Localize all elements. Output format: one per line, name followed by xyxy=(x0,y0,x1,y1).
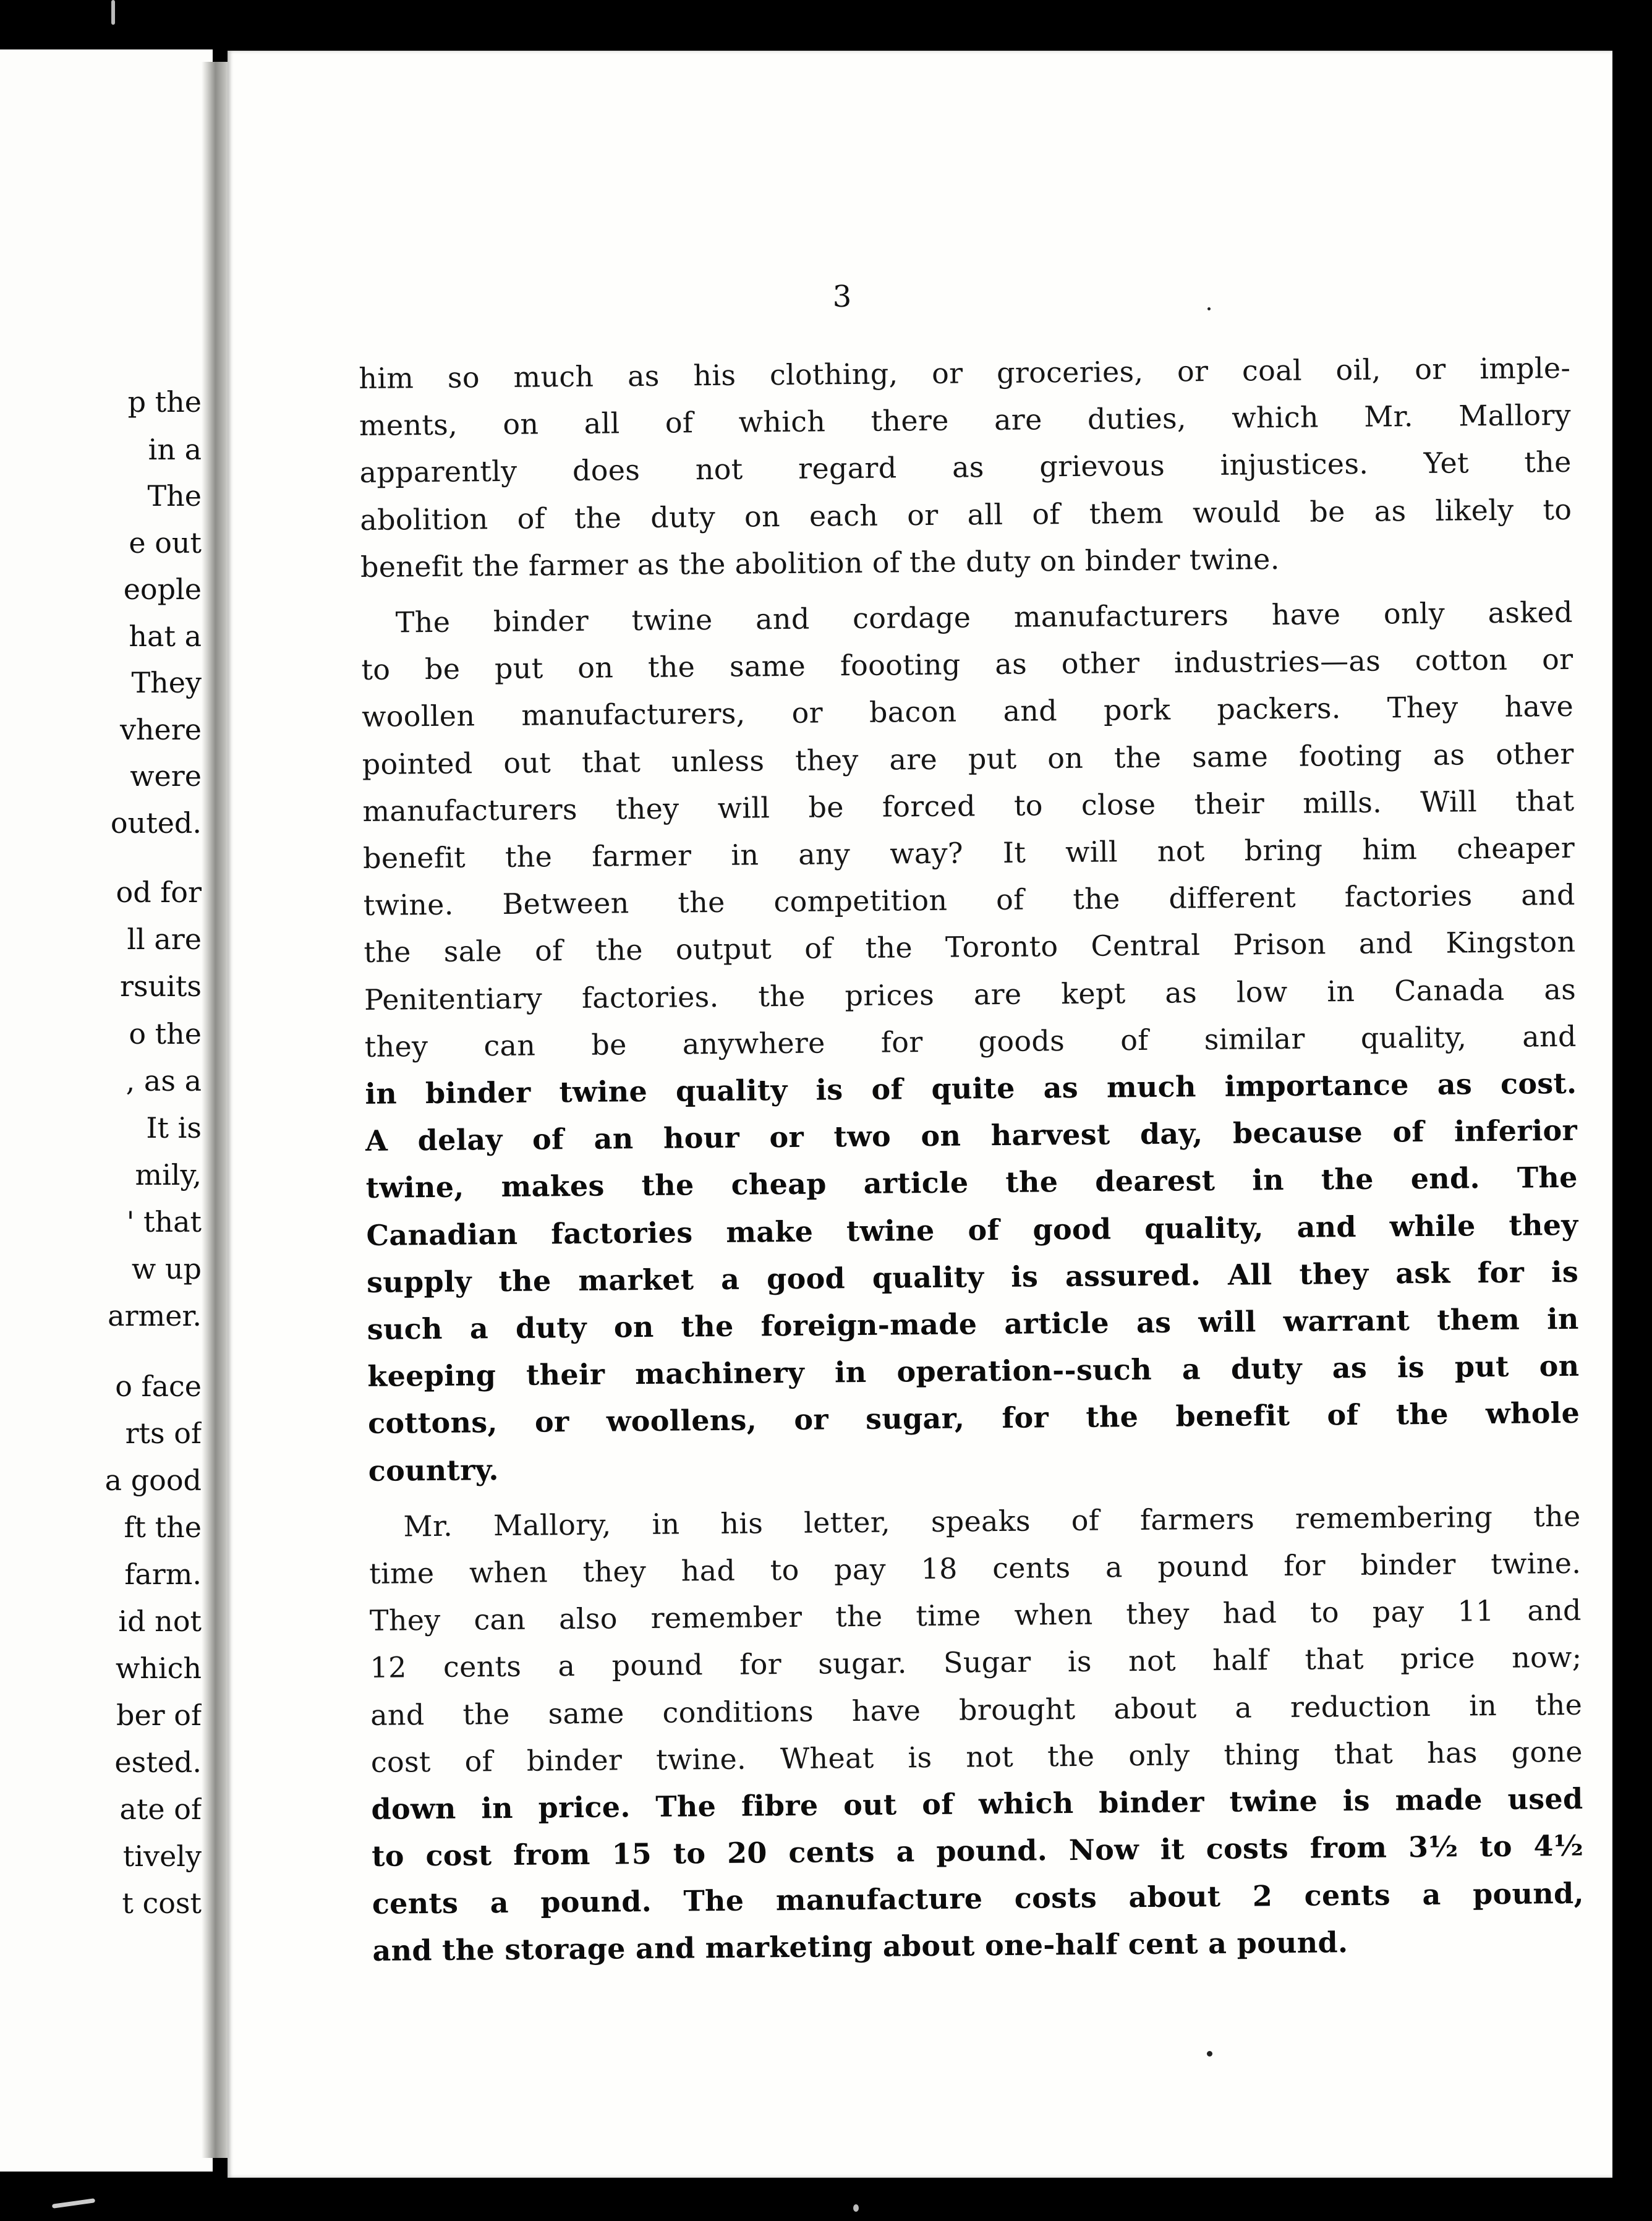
text-line: country. xyxy=(368,1452,499,1488)
text-line: benefit the farmer in any way? It will not bring him cheaper xyxy=(362,830,1575,875)
text-line: The binder twine and cordage manufacturers have only asked xyxy=(395,595,1573,639)
left-page-line: eople xyxy=(123,573,202,606)
text-line: to be put on the same foooting as other industries—as cotton or xyxy=(361,642,1573,687)
left-page-line: e out xyxy=(129,526,202,560)
text-line: and the storage and marketing about one-half cent a pound. xyxy=(372,1925,1348,1967)
right-page xyxy=(228,51,1612,2178)
scan-speck xyxy=(1207,2051,1212,2057)
left-page-line: ate of xyxy=(119,1793,202,1826)
text-line: the sale of the output of the Toronto Central Prison and Kingston xyxy=(364,925,1576,970)
left-page-line: rts of xyxy=(125,1417,202,1450)
left-page-line: They xyxy=(131,666,202,699)
text-line: in binder twine quality is of quite as much importance as cost. xyxy=(365,1066,1577,1111)
text-line: keeping their machinery in operation--such a duty as is put on xyxy=(367,1349,1580,1394)
text-line: and the same conditions have brought about a reduction in the xyxy=(370,1687,1583,1732)
left-page-line: mily, xyxy=(135,1158,202,1191)
left-page-line: t cost xyxy=(122,1886,202,1920)
left-page-line: which xyxy=(115,1652,202,1685)
text-line: Canadian factories make twine of good quality, and while they xyxy=(366,1208,1578,1252)
left-page-line: were xyxy=(130,759,202,793)
paragraph-2 xyxy=(360,589,1580,1494)
left-page-line: hat a xyxy=(129,620,202,653)
text-line: benefit the farmer as the abolition of the duty on binder twine. xyxy=(360,542,1280,584)
text-line: Mr. Mallory, in his letter, speaks of farmers remembering the xyxy=(403,1499,1581,1543)
left-page-line: o face xyxy=(115,1370,202,1403)
text-line: pointed out that unless they are put on the same footing as other xyxy=(362,736,1574,781)
scan-artifact xyxy=(111,0,115,25)
left-page-line: , as a xyxy=(126,1064,202,1098)
left-page-line: id not xyxy=(118,1605,202,1638)
text-line: him so much as his clothing, or groceries, or coal oil, or imple- xyxy=(359,351,1571,395)
text-line: 12 cents a pound for sugar. Sugar is not half that price now; xyxy=(370,1640,1582,1685)
left-page-line: in a xyxy=(148,433,202,466)
left-page-line: outed. xyxy=(110,806,202,840)
left-page-line: tively xyxy=(122,1839,202,1873)
text-line: Penitentiary factories. the prices are kept as low in Canada as xyxy=(364,972,1577,1017)
text-line: supply the market a good quality is assured. All they ask for is xyxy=(366,1255,1579,1299)
left-page-line: It is xyxy=(146,1111,202,1145)
text-line: abolition of the duty on each or all of them would be as likely to xyxy=(360,492,1572,537)
left-page-line: ll are xyxy=(127,923,202,956)
scan-speck xyxy=(1207,307,1211,310)
left-page-line: ' that xyxy=(126,1205,202,1238)
left-page-line: p the xyxy=(127,385,202,419)
text-line: they can be anywhere for goods of similar quality, and xyxy=(364,1019,1577,1064)
left-page-line: The xyxy=(147,479,202,513)
left-page-line: rsuits xyxy=(119,970,202,1003)
text-line: manufacturers they will be forced to close their mills. Will that xyxy=(362,783,1575,828)
text-line: cents a pound. The manufacture costs about 2 cents a pound, xyxy=(372,1876,1585,1920)
text-line: twine. Between the competition of the different factories and xyxy=(363,878,1575,923)
text-line: cottons, or woollens, or sugar, for the benefit of the whole xyxy=(367,1396,1580,1441)
left-page-line: vhere xyxy=(119,713,202,746)
scan-artifact xyxy=(853,2204,859,2212)
left-page-line: farm. xyxy=(124,1558,202,1591)
page-body-text xyxy=(359,344,1585,1983)
left-page-line: armer. xyxy=(108,1299,202,1332)
left-page-line: ber of xyxy=(116,1699,202,1732)
scan-artifact xyxy=(52,2198,95,2209)
text-line: time when they had to pay 18 cents a pound for binder twine. xyxy=(368,1546,1582,1591)
text-line: A delay of an hour or two on harvest day, because of inferior xyxy=(365,1114,1578,1158)
text-line: cost of binder twine. Wheat is not the only thing that has gone xyxy=(370,1734,1583,1779)
text-line: woollen manufacturers, or bacon and pork packers. They have xyxy=(361,689,1574,734)
paragraph-1 xyxy=(359,344,1572,590)
text-line: down in price. The fibre out of which binder twine is made used xyxy=(371,1781,1583,1827)
text-line: apparently does not regard as grievous injustices. Yet the xyxy=(359,445,1572,490)
left-page-line: od for xyxy=(116,876,202,909)
text-line: to cost from 15 to 20 cents a pound. Now it costs from 3½ to 4½ xyxy=(371,1829,1584,1874)
left-page-line: ested. xyxy=(114,1746,202,1779)
text-line: ments, on all of which there are duties, which Mr. Mallory xyxy=(359,398,1572,443)
page-number: 3 xyxy=(832,279,852,314)
text-line: They can also remember the time when they had to pay 11 and xyxy=(369,1593,1582,1638)
left-page-line: o the xyxy=(129,1017,202,1051)
left-page-line: w up xyxy=(131,1252,202,1285)
left-page-line: ft the xyxy=(124,1511,202,1544)
text-line: such a duty on the foreign-made article as will warrant them in xyxy=(367,1302,1579,1347)
paragraph-3 xyxy=(368,1493,1585,1974)
left-page-fragment xyxy=(0,49,213,2172)
left-page-line: a good xyxy=(104,1464,202,1497)
text-line: twine, makes the cheap article the dearest in the end. The xyxy=(365,1161,1578,1205)
